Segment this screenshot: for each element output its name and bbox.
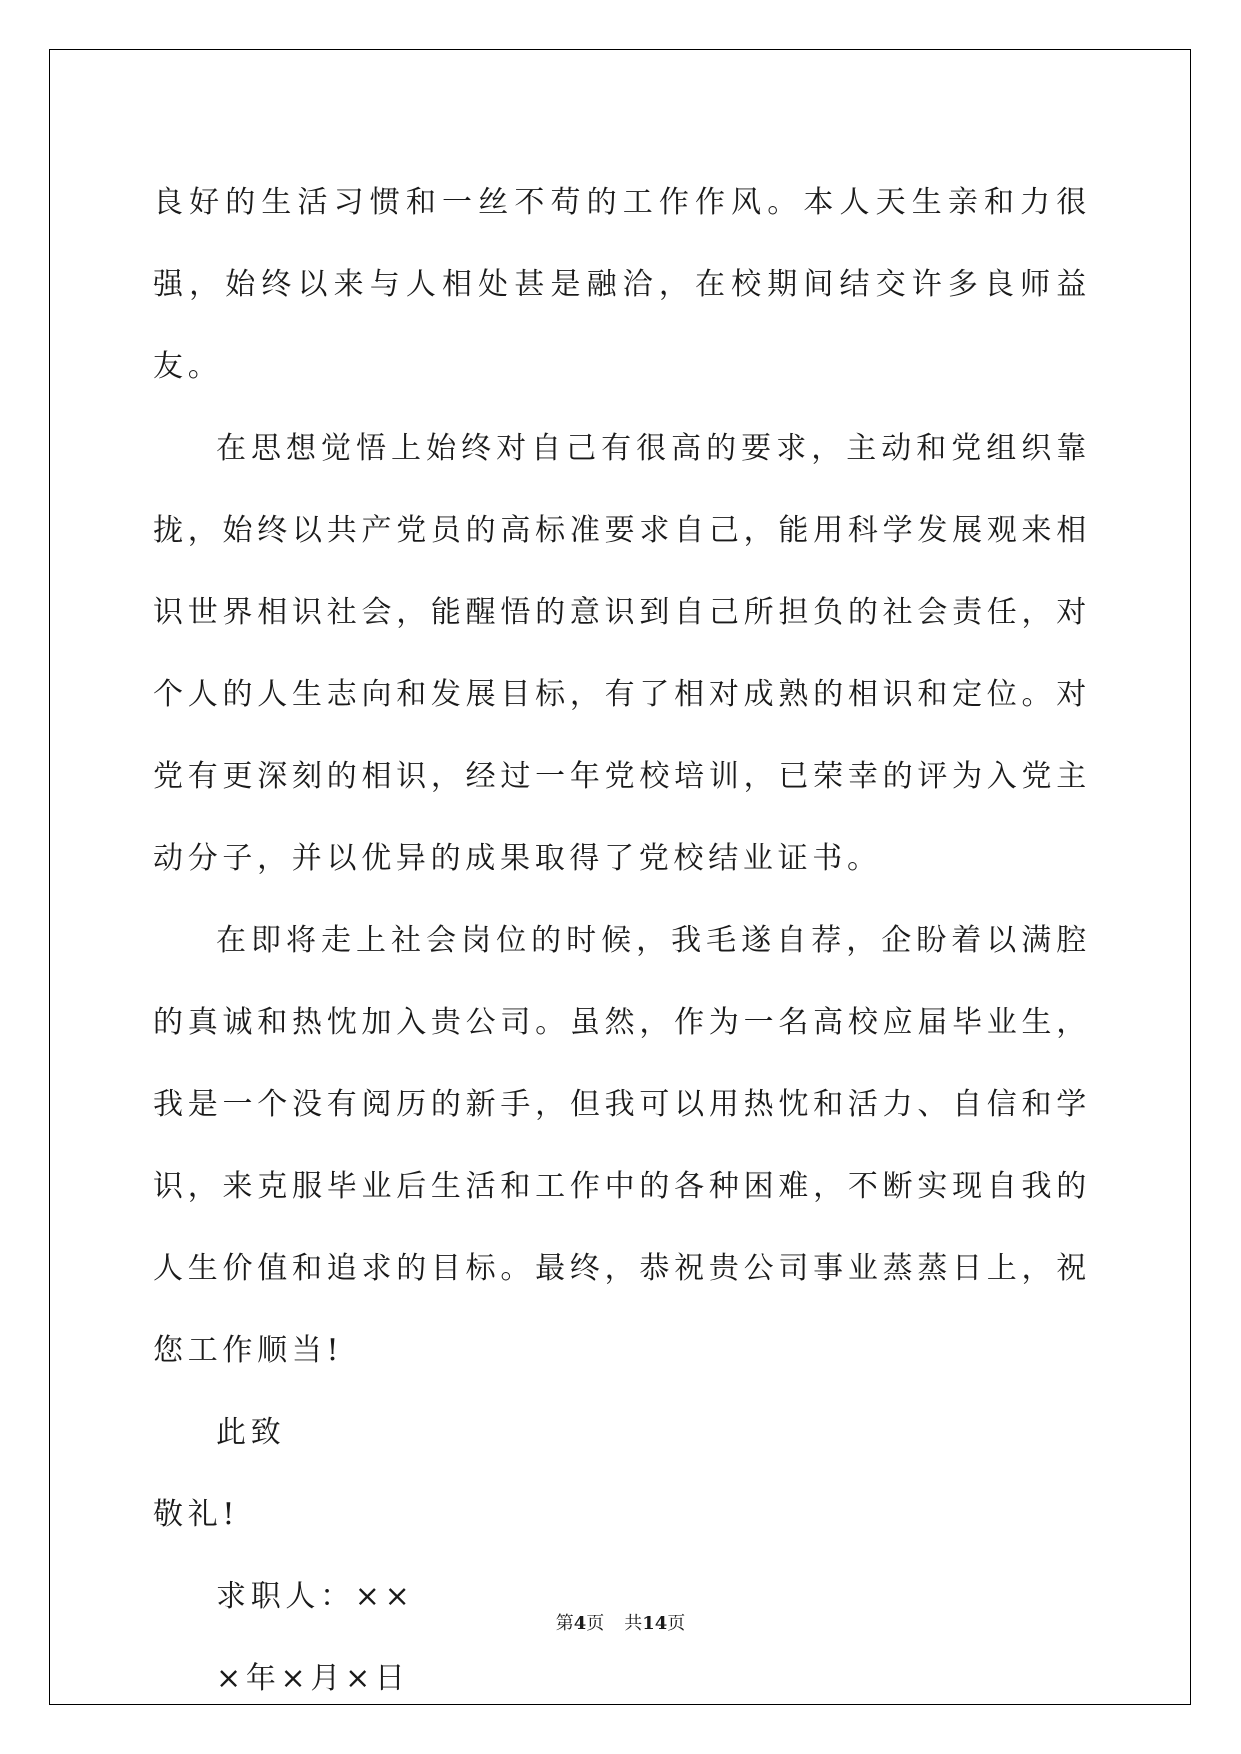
page-suffix: 页 [586, 1613, 605, 1634]
page-prefix: 第 [555, 1613, 574, 1634]
closing-salutation: 此致 [216, 1415, 286, 1450]
total-suffix: 页 [667, 1613, 686, 1634]
signature-applicant: 求职人：×× [216, 1579, 415, 1614]
closing-regards: 敬礼! [153, 1497, 240, 1532]
document-body [153, 162, 1091, 1720]
paragraph: 在思想觉悟上始终对自己有很高的要求，主动和党组织靠拢，始终以共产党员的高标准要求自己，能用科学发展观来相识世界相识社会，能醒悟的意识到自己所担负的社会责任，对个人的人生志向和发展目标，有了相对成熟的相识和定位。对党有更深刻的相识，经过一年党校培训，已荣幸的评为入党主动分子，并以优异的成果取得了党校结业证书。 [153, 431, 1091, 876]
paragraph: 在即将走上社会岗位的时候，我毛遂自荐，企盼着以满腔的真诚和热忱加入贵公司。虽然，作为一名高校应届毕业生，我是一个没有阅历的新手，但我可以用热忱和活力、自信和学识，来克服毕业后生活和工作中的各种困难，不断实现自我的人生价值和追求的目标。最终，恭祝贵公司事业蒸蒸日上，祝您工作顺当! [153, 923, 1091, 1368]
total-prefix: 共 [624, 1613, 643, 1634]
paragraph: 良好的生活习惯和一丝不苟的工作作风。本人天生亲和力很强，始终以来与人相处甚是融洽，在校期间结交许多良师益友。 [153, 185, 1091, 384]
total-pages: 14 [642, 1613, 668, 1634]
page-footer [0, 1609, 1241, 1635]
signature-date: ×年×月×日 [216, 1661, 410, 1696]
page-number: 4 [573, 1613, 587, 1634]
